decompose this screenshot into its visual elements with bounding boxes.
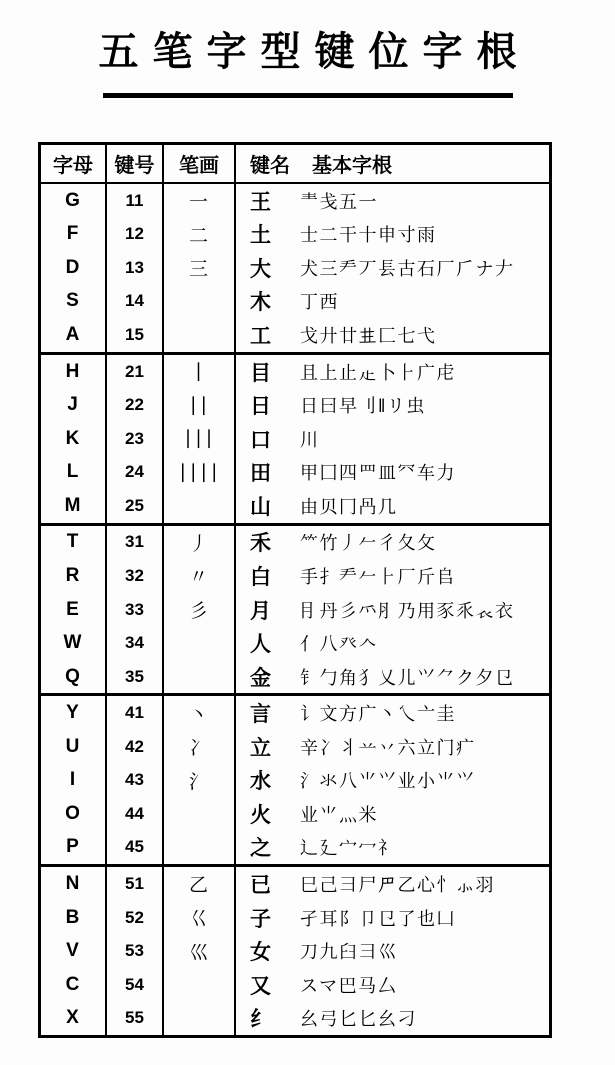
cell-key-number: 11 xyxy=(107,184,164,218)
basic-roots: 辛冫丬䒑丷六立门疒 xyxy=(300,737,476,758)
cell-key-number: 33 xyxy=(107,593,164,627)
cell-key-number: 23 xyxy=(107,422,164,456)
key-group xyxy=(41,864,549,1035)
cell-stroke: 丿 xyxy=(164,526,236,560)
key-group xyxy=(41,352,549,523)
cell-main xyxy=(236,559,549,593)
basic-roots: 钅勹角犭乂儿⺍⺈ク夕㔾 xyxy=(300,667,515,688)
cell-stroke xyxy=(164,968,236,1002)
table-row xyxy=(41,730,549,764)
key-name: 田 xyxy=(250,462,271,486)
table-row xyxy=(41,968,549,1002)
cell-main xyxy=(236,831,549,865)
cell-letter: Q xyxy=(41,660,107,694)
cell-main xyxy=(236,660,549,694)
cell-letter: B xyxy=(41,901,107,935)
table-row xyxy=(41,626,549,660)
table-row xyxy=(41,184,549,218)
table-row xyxy=(41,251,549,285)
cell-key-number: 43 xyxy=(107,764,164,798)
table-row xyxy=(41,660,549,694)
cell-main xyxy=(236,489,549,523)
cell-main xyxy=(236,455,549,489)
cell-main xyxy=(236,730,549,764)
key-name: 水 xyxy=(250,770,271,794)
cell-letter: N xyxy=(41,867,107,901)
table-body xyxy=(41,184,549,1035)
basic-roots: 犬三龵丆镸古石厂𠂆ナ𠂇 xyxy=(300,258,515,279)
cell-key-number: 44 xyxy=(107,797,164,831)
cell-letter: D xyxy=(41,251,107,285)
wubi-root-table xyxy=(38,142,552,1038)
title-underline xyxy=(103,93,513,98)
cell-main xyxy=(236,422,549,456)
cell-main xyxy=(236,285,549,319)
key-name: 又 xyxy=(250,974,271,998)
basic-roots: 辶廴宀冖礻 xyxy=(300,838,398,859)
cell-stroke: 彡 xyxy=(164,593,236,627)
cell-stroke: 巛 xyxy=(164,934,236,968)
cell-letter: K xyxy=(41,422,107,456)
key-name: 土 xyxy=(250,224,271,248)
cell-key-number: 32 xyxy=(107,559,164,593)
table-row xyxy=(41,901,549,935)
cell-stroke: 冫 xyxy=(164,730,236,764)
basic-roots: 氵氺八⺌⺍业小⺌⺍ xyxy=(300,771,476,792)
cell-key-number: 15 xyxy=(107,318,164,352)
key-name: 立 xyxy=(250,736,271,760)
cell-key-number: 13 xyxy=(107,251,164,285)
cell-stroke xyxy=(164,489,236,523)
cell-letter: O xyxy=(41,797,107,831)
cell-main xyxy=(236,1001,549,1035)
basic-roots: 士二干十申寸雨 xyxy=(300,225,437,246)
cell-stroke: 乙 xyxy=(164,867,236,901)
cell-key-number: 42 xyxy=(107,730,164,764)
key-name: 女 xyxy=(250,941,271,965)
cell-key-number: 35 xyxy=(107,660,164,694)
basic-roots: 川 xyxy=(300,429,320,450)
key-name: 日 xyxy=(250,395,271,419)
basic-roots: 丁西 xyxy=(300,292,339,313)
cell-stroke: 〃 xyxy=(164,559,236,593)
cell-main xyxy=(236,184,549,218)
key-name: 口 xyxy=(250,428,271,452)
cell-stroke: ∣∣ xyxy=(164,388,236,422)
key-name: 月 xyxy=(250,599,271,623)
key-name: 金 xyxy=(250,666,271,690)
cell-stroke: 二 xyxy=(164,218,236,252)
key-name: 山 xyxy=(250,495,271,519)
cell-letter: W xyxy=(41,626,107,660)
header-letter: 字母 xyxy=(41,145,107,182)
cell-stroke: 丶 xyxy=(164,696,236,730)
cell-key-number: 21 xyxy=(107,355,164,389)
cell-main xyxy=(236,318,549,352)
basic-roots: 亻八癶𠆢 xyxy=(300,634,378,655)
table-row xyxy=(41,526,549,560)
basic-roots: 龶戋五一 xyxy=(300,191,378,212)
cell-key-number: 22 xyxy=(107,388,164,422)
table-header-row xyxy=(41,145,549,184)
cell-key-number: 12 xyxy=(107,218,164,252)
key-name: 已 xyxy=(250,873,271,897)
key-name: 言 xyxy=(250,703,271,727)
cell-letter: J xyxy=(41,388,107,422)
table-row xyxy=(41,696,549,730)
header-stroke: 笔画 xyxy=(164,145,236,182)
cell-stroke: ∣ xyxy=(164,355,236,389)
key-name: 之 xyxy=(250,837,271,861)
cell-letter: R xyxy=(41,559,107,593)
cell-key-number: 53 xyxy=(107,934,164,968)
cell-stroke: 巜 xyxy=(164,901,236,935)
basic-roots: 由贝冂冎几 xyxy=(300,496,398,517)
basic-roots: 刀九臼彐巛 xyxy=(300,942,398,963)
cell-letter: P xyxy=(41,831,107,865)
cell-letter: F xyxy=(41,218,107,252)
cell-letter: E xyxy=(41,593,107,627)
header-key-name: 键名 xyxy=(250,155,290,177)
cell-key-number: 52 xyxy=(107,901,164,935)
cell-stroke: ∣∣∣∣ xyxy=(164,455,236,489)
key-name: 禾 xyxy=(250,532,271,556)
table-row xyxy=(41,559,549,593)
table-row xyxy=(41,867,549,901)
cell-main xyxy=(236,355,549,389)
cell-letter: U xyxy=(41,730,107,764)
cell-letter: S xyxy=(41,285,107,319)
cell-stroke xyxy=(164,1001,236,1035)
key-name: 木 xyxy=(250,291,271,315)
table-row xyxy=(41,831,549,865)
cell-letter: V xyxy=(41,934,107,968)
key-name: 大 xyxy=(250,257,271,281)
basic-roots: 孑耳阝卩㔾了也凵 xyxy=(300,908,456,929)
key-group xyxy=(41,184,549,352)
cell-stroke xyxy=(164,285,236,319)
table-row xyxy=(41,797,549,831)
cell-stroke: 氵 xyxy=(164,764,236,798)
cell-key-number: 25 xyxy=(107,489,164,523)
header-key-number: 键号 xyxy=(107,145,164,182)
cell-main xyxy=(236,388,549,422)
key-name: 火 xyxy=(250,803,271,827)
cell-key-number: 54 xyxy=(107,968,164,1002)
key-group xyxy=(41,693,549,864)
cell-letter: C xyxy=(41,968,107,1002)
cell-key-number: 31 xyxy=(107,526,164,560)
key-name: 工 xyxy=(250,325,271,349)
cell-main xyxy=(236,764,549,798)
page-title: 五笔字型键位字根 xyxy=(98,30,531,74)
basic-roots: 戈廾廿𠀎匚七弋 xyxy=(300,326,437,347)
table-row xyxy=(41,1001,549,1035)
key-name: 纟 xyxy=(250,1008,271,1032)
basic-roots: ⺮竹丿𠂉彳夂攵 xyxy=(300,533,437,554)
cell-stroke xyxy=(164,626,236,660)
table-row xyxy=(41,593,549,627)
cell-main xyxy=(236,934,549,968)
table-row xyxy=(41,388,549,422)
cell-main xyxy=(236,593,549,627)
cell-key-number: 51 xyxy=(107,867,164,901)
cell-letter: Y xyxy=(41,696,107,730)
basic-roots: 巳己⺕尸𠃜乙心忄⺗羽 xyxy=(300,874,495,895)
cell-letter: L xyxy=(41,455,107,489)
table-row xyxy=(41,455,549,489)
table-row xyxy=(41,285,549,319)
basic-roots: ⺝丹彡⺤⺼乃用豕乑𧘇衣 xyxy=(300,600,515,621)
cell-letter: T xyxy=(41,526,107,560)
cell-main xyxy=(236,901,549,935)
table-row xyxy=(41,764,549,798)
basic-roots: 业⺌灬米 xyxy=(300,804,378,825)
key-group xyxy=(41,523,549,694)
basic-roots: 日曰早刂‖リ虫 xyxy=(300,396,426,417)
table-row xyxy=(41,355,549,389)
cell-stroke: ∣∣∣ xyxy=(164,422,236,456)
cell-main xyxy=(236,251,549,285)
header-main xyxy=(236,145,549,182)
table-row xyxy=(41,422,549,456)
cell-key-number: 45 xyxy=(107,831,164,865)
cell-stroke xyxy=(164,797,236,831)
cell-main xyxy=(236,526,549,560)
cell-key-number: 34 xyxy=(107,626,164,660)
basic-roots: 手扌龵𠂉⺊厂斤𠂤 xyxy=(300,566,456,587)
cell-key-number: 24 xyxy=(107,455,164,489)
key-name: 白 xyxy=(250,565,271,589)
basic-roots: 讠文方广丶乀亠圭 xyxy=(300,704,456,725)
cell-key-number: 55 xyxy=(107,1001,164,1035)
cell-main xyxy=(236,626,549,660)
table-row xyxy=(41,934,549,968)
cell-main xyxy=(236,968,549,1002)
cell-letter: X xyxy=(41,1001,107,1035)
basic-roots: 且上止龰卜⺊广虍 xyxy=(300,362,456,383)
cell-stroke: 三 xyxy=(164,251,236,285)
cell-key-number: 41 xyxy=(107,696,164,730)
basic-roots: 甲囗四罒皿⺳车力 xyxy=(300,463,456,484)
cell-stroke xyxy=(164,318,236,352)
cell-letter: I xyxy=(41,764,107,798)
cell-letter: H xyxy=(41,355,107,389)
table-row xyxy=(41,218,549,252)
key-name: 目 xyxy=(250,361,271,385)
key-name: 人 xyxy=(250,633,271,657)
cell-main xyxy=(236,696,549,730)
cell-stroke xyxy=(164,660,236,694)
cell-letter: G xyxy=(41,184,107,218)
cell-main xyxy=(236,797,549,831)
header-basic-roots: 基本字根 xyxy=(312,155,392,177)
key-name: 王 xyxy=(250,190,271,214)
cell-letter: A xyxy=(41,318,107,352)
cell-letter: M xyxy=(41,489,107,523)
key-name: 子 xyxy=(250,907,271,931)
basic-roots: スマ巴马厶 xyxy=(300,975,398,996)
cell-main xyxy=(236,867,549,901)
cell-key-number: 14 xyxy=(107,285,164,319)
cell-stroke: 一 xyxy=(164,184,236,218)
table-row xyxy=(41,318,549,352)
cell-stroke xyxy=(164,831,236,865)
table-row xyxy=(41,489,549,523)
basic-roots: 幺弓匕匕幺刁 xyxy=(300,1009,417,1030)
cell-main xyxy=(236,218,549,252)
